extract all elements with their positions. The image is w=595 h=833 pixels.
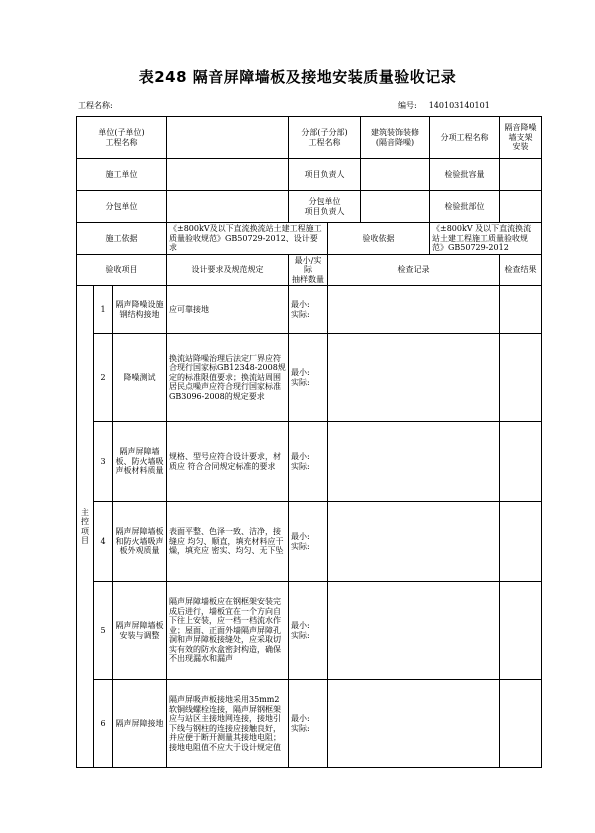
batch-capacity-label: 检验批容量	[430, 159, 500, 191]
sampling-cell[interactable]	[289, 680, 328, 768]
item-name: 降噪测试	[113, 334, 167, 422]
project-name-label: 工程名称:	[78, 101, 113, 110]
result-cell[interactable]	[500, 582, 542, 680]
acceptance-basis-label: 验收依据	[328, 223, 430, 255]
column-record: 检查记录	[328, 254, 500, 286]
record-cell[interactable]	[328, 582, 500, 680]
min-label: 最小:	[291, 621, 310, 630]
item-name: 隔声屏障墙板、防火墙吸声板材料质量	[113, 422, 167, 502]
sub-item-label: 分项工程名称	[430, 117, 500, 159]
sampling-cell[interactable]	[289, 334, 328, 422]
table-row	[77, 422, 542, 502]
column-result: 检查结果	[500, 254, 542, 286]
sampling-cell[interactable]	[289, 286, 328, 334]
unit-project-label: 单位(子单位) 工程名称	[77, 117, 167, 159]
column-sampling: 最小/实际 抽样数量	[289, 254, 328, 286]
sub-item-value[interactable]: 隔音降噪墙支架 安装	[500, 117, 542, 159]
header-row-subcontractor	[77, 191, 542, 223]
actual-label: 实际:	[291, 630, 310, 640]
record-cell[interactable]	[328, 422, 500, 502]
page-title: 表248 隔音屏障墙板及接地安装质量验收记录	[138, 68, 457, 86]
construction-basis-label: 施工依据	[77, 223, 167, 255]
actual-label: 实际:	[291, 461, 310, 471]
item-name: 隔声屏障墙板安装与调整	[113, 582, 167, 680]
construction-basis-value: 《±800kV及以下直流换流站土建工程施工质量验收规范》GB50729-2012、设计要求	[167, 223, 328, 255]
batch-capacity-value[interactable]	[500, 159, 542, 191]
contractor-label: 施工单位	[77, 159, 167, 191]
acceptance-record-table	[76, 116, 542, 768]
actual-label: 实际:	[291, 541, 310, 551]
table-row	[77, 286, 542, 334]
record-cell[interactable]	[328, 286, 500, 334]
item-number: 6	[94, 680, 113, 768]
actual-label: 实际:	[291, 723, 310, 733]
sampling-cell[interactable]	[289, 502, 328, 582]
result-cell[interactable]	[500, 286, 542, 334]
item-requirement: 隔声屏障墙板应在钢框架安装完成后进行，墙板宜在一个方向自下往上安装，应一档一档流水作业；屋面、正面外墙隔声屏障孔洞和声屏障板接缝处，应采取切实有效的防水盒密封构造，确保不出现漏水和漏声	[167, 582, 289, 680]
record-cell[interactable]	[328, 502, 500, 582]
column-header-row	[77, 254, 542, 286]
item-number: 2	[94, 334, 113, 422]
sub-division-label: 分部(子分部) 工程名称	[289, 117, 361, 159]
item-name: 隔声屏障接地	[113, 680, 167, 768]
code-line	[398, 100, 490, 111]
code-label: 编号:	[398, 101, 417, 110]
result-cell[interactable]	[500, 680, 542, 768]
column-requirements: 设计要求及规范规定	[167, 254, 289, 286]
table-row	[77, 582, 542, 680]
sub-division-value[interactable]: 建筑装饰装修 (隔音降噪)	[361, 117, 430, 159]
min-label: 最小:	[291, 714, 310, 723]
table-row	[77, 334, 542, 422]
item-number: 5	[94, 582, 113, 680]
header-row-contractor	[77, 159, 542, 191]
batch-location-label: 检验批部位	[430, 191, 500, 223]
item-number: 4	[94, 502, 113, 582]
acceptance-basis-value: 《±800kV 及以下直流换流站土建工程施工质量验收规范》GB50729-2012	[430, 223, 542, 255]
item-number: 3	[94, 422, 113, 502]
sampling-cell[interactable]	[289, 582, 328, 680]
result-cell[interactable]	[500, 422, 542, 502]
subcontractor-label: 分包单位	[77, 191, 167, 223]
sub-manager-value[interactable]	[361, 191, 430, 223]
table-row	[77, 502, 542, 582]
sampling-cell[interactable]	[289, 422, 328, 502]
table-row	[77, 680, 542, 768]
item-requirement: 应可靠接地	[167, 286, 289, 334]
column-items: 验收项目	[77, 254, 167, 286]
result-cell[interactable]	[500, 502, 542, 582]
item-number: 1	[94, 286, 113, 334]
subcontractor-value[interactable]	[167, 191, 289, 223]
code-value: 140103140101	[428, 101, 490, 110]
batch-location-value[interactable]	[500, 191, 542, 223]
item-requirement: 隔声屏吸声板接地采用35mm2软铜线螺栓连接，隔声屏钢框架应与站区主接地网连接，接地引下线与钢柱的连接应接触良好，并应便于断开测量其接地电阻；接地电阻值不应大于设计规定值	[167, 680, 289, 768]
actual-label: 实际:	[291, 377, 310, 387]
project-manager-value[interactable]	[361, 159, 430, 191]
min-label: 最小:	[291, 368, 310, 377]
item-requirement: 规格、型号应符合设计要求，材质应 符合合同规定标准的要求	[167, 422, 289, 502]
sub-manager-label: 分包单位 项目负责人	[289, 191, 361, 223]
unit-project-value[interactable]	[167, 117, 289, 159]
item-name: 隔声降噪设施钢结构接地	[113, 286, 167, 334]
min-label: 最小:	[291, 532, 310, 541]
record-cell[interactable]	[328, 334, 500, 422]
item-name: 隔声屏障墙板和防火墙吸声板外观质量	[113, 502, 167, 582]
main-control-label: 主 控 项 目	[77, 286, 94, 768]
contractor-value[interactable]	[167, 159, 289, 191]
project-manager-label: 项目负责人	[289, 159, 361, 191]
header-row-unit	[77, 117, 542, 159]
item-requirement: 换流站降噪治理后法定厂界应符合现行国家标GB12348-2008规定的标准限值要求；换流站周围居民点噪声应符合现行国家标准GB3096-2008的规定要求	[167, 334, 289, 422]
result-cell[interactable]	[500, 334, 542, 422]
min-label: 最小:	[291, 300, 310, 309]
actual-label: 实际:	[291, 309, 310, 319]
record-cell[interactable]	[328, 680, 500, 768]
item-requirement: 表面平整、色泽一致、洁净，接缝应 均匀、顺直，填充材料应干燥，填充应 密实、均匀、无下坠	[167, 502, 289, 582]
header-row-basis	[77, 223, 542, 255]
min-label: 最小:	[291, 452, 310, 461]
